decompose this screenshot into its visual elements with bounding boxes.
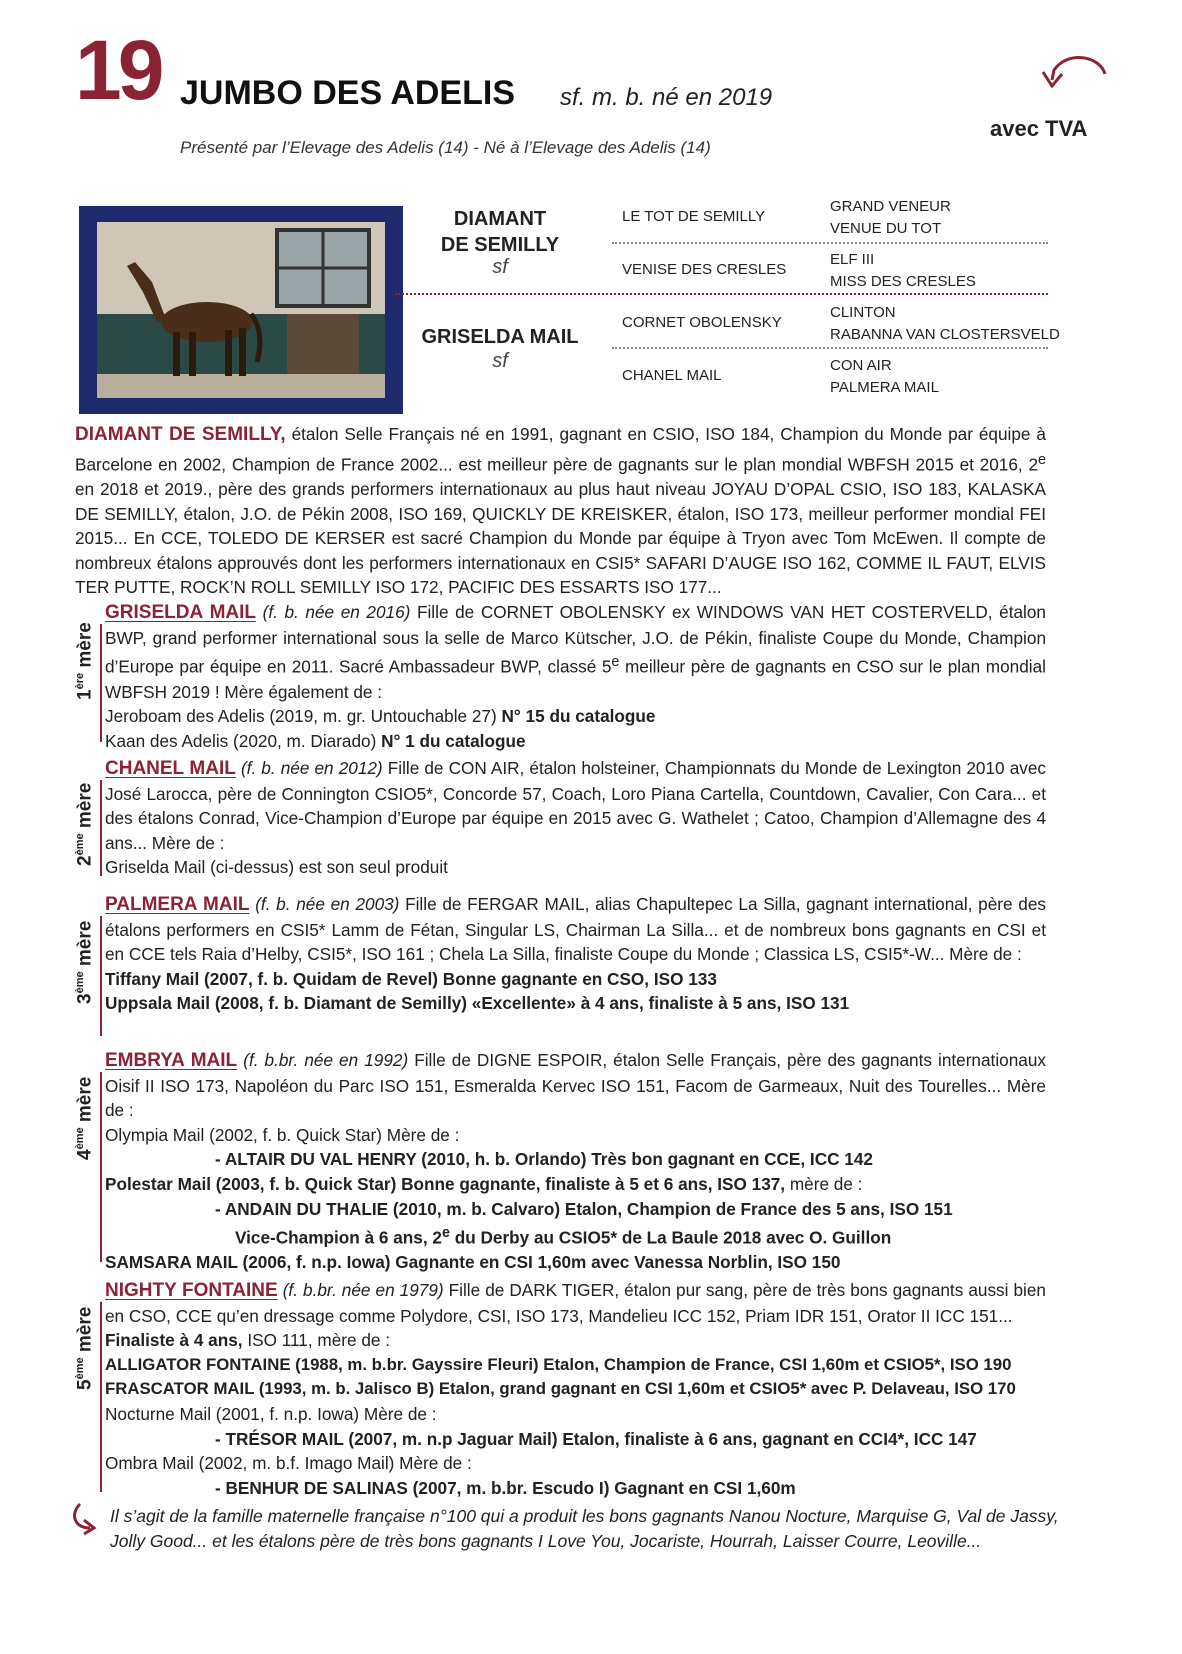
pedigree-divider	[612, 242, 1048, 244]
mere-label-1: 1ère mère	[74, 622, 96, 700]
produit-line: ALLIGATOR FONTAINE (1988, m. b.br. Gayssire Fleuri) Etalon, Champion de France, CSI 1,60m et CSIO5*, ISO 190	[105, 1354, 1012, 1374]
mere-3-paragraph	[105, 892, 1046, 1016]
famille-note: Il s’agit de la famille maternelle française n°100 qui a produit les bons gagnants Nanou Nocture, Marquise G, Val de Jassy, Jolly Good... et les étalons père de très bons gagnants I Love You, Jocariste, Hourrah, Laisser Courre, Leoville...	[110, 1506, 1059, 1551]
produit-line: Jeroboam des Adelis (2019, m. gr. Untouchable 27) N° 15 du catalogue	[105, 706, 656, 727]
mere-4-paragraph	[105, 1048, 1046, 1275]
mere-3-name: PALMERA MAIL	[105, 894, 250, 915]
great-grandparent: GRAND VENEUR	[830, 198, 951, 215]
grandparent-3: CORNET OBOLENSKY	[622, 314, 782, 331]
mere-3-text: Fille de FERGAR MAIL, alias Chapultepec La Silla, gagnant international, père des étalons performers en CSI5* Lamm de Fétan, Singular LS, Chairman La Silla... et de nombreux bons gagnants en CSI et en CCE tels Raia d’Helby, CSI5*, ISO 161 ; Chela La Silla, finaliste Coupe du Monde ; Classica LS, CSI5*-W... Mère de :	[105, 894, 1046, 965]
dam-name: GRISELDA MAIL	[421, 326, 579, 348]
curved-arrow-down-icon	[1040, 52, 1110, 108]
great-grandparent: VENUE DU TOT	[830, 220, 942, 237]
mere-bar	[100, 1072, 102, 1262]
mere-5-info: (f. b.br. née en 1979)	[277, 1280, 444, 1300]
mere-1-text: Fille de CORNET OBOLENSKY ex WINDOWS VAN HET COSTERVELD, étalon BWP, grand performer international sous la selle de Marco Kütscher, J.O. de Pékin, finaliste Coupe du Monde, Champion d’Europe par équipe en 2011. Sacré Ambassadeur BWP, classé 5	[105, 602, 1046, 677]
horse-name: JUMBO DES ADELIS	[180, 74, 516, 112]
sire-name-line1: DIAMANT	[453, 208, 547, 230]
produit-line: - BENHUR DE SALINAS (2007, m. b.br. Escudo I) Gagnant en CSI 1,60m	[215, 1477, 796, 1498]
grandparent-1: LE TOT DE SEMILLY	[622, 208, 766, 225]
sire-name	[430, 206, 570, 258]
great-grandparents-4	[830, 355, 939, 399]
mere-bar	[100, 916, 102, 1036]
mere-2-paragraph	[105, 756, 1046, 880]
produit-line: - TRÉSOR MAIL (2007, m. n.p Jaguar Mail) Etalon, finaliste à 6 ans, gagnant en CCI4*, ICC 147	[215, 1428, 977, 1449]
sire-breed: sf	[492, 256, 508, 278]
produit-line: Griselda Mail (ci-dessus) est son seul produit	[105, 857, 448, 878]
produit-line: - ANDAIN DU THALIE (2010, m. b. Calvaro) Etalon, Champion de France des 5 ans, ISO 151	[215, 1198, 953, 1219]
mere-bar	[100, 624, 102, 742]
mere-bar	[100, 1302, 102, 1492]
mere-1-name: GRISELDA MAIL	[105, 602, 257, 623]
mere-bar	[100, 780, 102, 876]
mere-2-info: (f. b. née en 2012)	[235, 758, 383, 778]
superscript: e	[1038, 451, 1046, 468]
great-grandparent: CON AIR	[830, 357, 892, 374]
great-grandparents-2	[830, 249, 976, 293]
pedigree-divider	[612, 347, 1048, 349]
mere-label-4: 4ème mère	[74, 1076, 96, 1160]
mere-3-info: (f. b. née en 2003)	[249, 894, 400, 914]
superscript: e	[611, 654, 620, 671]
dam-breed: sf	[492, 350, 508, 372]
mere-5-text: Fille de DARK TIGER, étalon pur sang, père de très bons gagnants aussi bien en CSO, CCE qu’en dressage comme Polydore, CSI, ISO 173, Mandelieu ICC 152, Priam IDR 151, Orator II ICC 151...	[105, 1280, 1046, 1326]
pedigree-divider-main	[395, 293, 1048, 295]
horse-description: sf. m. b. né en 2019	[560, 84, 773, 111]
mere-label-2: 2ème mère	[74, 782, 96, 866]
produit-line: - ALTAIR DU VAL HENRY (2010, h. b. Orlando) Très bon gagnant en CCE, ICC 142	[215, 1149, 873, 1170]
produit-line: Olympia Mail (2002, f. b. Quick Star) Mère de :	[105, 1124, 460, 1145]
tva-label: avec TVA	[990, 116, 1088, 141]
sire-name-line2: DE SEMILLY	[440, 234, 560, 256]
lot-number: 19	[75, 23, 161, 117]
produit-line: Ombra Mail (2002, m. b.f. Imago Mail) Mère de :	[105, 1453, 472, 1474]
sire-paragraph	[75, 422, 1046, 600]
produit-line: Uppsala Mail (2008, f. b. Diamant de Semilly) «Excellente» à 4 ans, finaliste à 5 ans, ISO 131	[105, 993, 850, 1014]
mere-1-text: meilleur père de gagnants en CSO sur le plan mondial WBFSH 2019 ! Mère également de :	[105, 656, 1046, 702]
mere-label-3: 3ème mère	[74, 920, 96, 1004]
mere-4-text: Fille de DIGNE ESPOIR, étalon Selle Français, père des gagnants internationaux Oisif II ISO 173, Napoléon du Parc ISO 151, Esmeralda Kervec ISO 151, Facom de Garmeaux, Nuit des Tourelles... Mère de :	[105, 1050, 1046, 1121]
sire-paragraph-text: étalon Selle Français né en 1991, gagnant en CSIO, ISO 184, Champion du Monde par équipe à Barcelone en 2002, Champion de France 2002... est meilleur père de gagnants sur le plan mondial WBFSH 2015 et 2016, 2	[75, 424, 1046, 475]
produit-line: SAMSARA MAIL (2006, f. n.p. Iowa) Gagnante en CSI 1,60m avec Vanessa Norblin, ISO 150	[105, 1252, 841, 1273]
great-grandparent: MISS DES CRESLES	[830, 273, 976, 290]
mere-5-paragraph	[105, 1278, 1046, 1500]
mere-4-name: EMBRYA MAIL	[105, 1050, 238, 1071]
sire-paragraph-name: DIAMANT DE SEMILLY,	[75, 424, 286, 445]
great-grandparent: ELF III	[830, 251, 875, 268]
great-grandparents-3	[830, 302, 1060, 346]
mere-4-info: (f. b.br. née en 1992)	[237, 1050, 409, 1070]
produit-line: Vice-Champion à 6 ans, 2e du Derby au CSIO5* de La Baule 2018 avec O. Guillon	[235, 1225, 892, 1248]
mere-label-5: 5ème mère	[74, 1306, 96, 1390]
curved-arrow-right-icon	[68, 1500, 104, 1536]
produit-line: Finaliste à 4 ans, ISO 111, mère de :	[105, 1330, 390, 1351]
produit-line: Polestar Mail (2003, f. b. Quick Star) Bonne gagnante, finaliste à 5 et 6 ans, ISO 137, mère de :	[105, 1173, 863, 1194]
mere-2-name: CHANEL MAIL	[105, 758, 236, 779]
great-grandparent: RABANNA VAN CLOSTERSVELD	[830, 326, 1060, 343]
mere-2-text: Fille de CON AIR, étalon holsteiner, Championnats du Monde de Lexington 2010 avec José Larocca, père de Connington CSIO5*, Concorde 57, Coach, Loro Piana Cartella, Countdown, Cavalier, Con Cara... et des étalons Conrad, Vice-Champion d’Europe par équipe en 2015 avec G. Wathelet ; Catoo, Champion d’Allemagne des 4 ans... Mère de :	[105, 758, 1046, 853]
grandparent-4: CHANEL MAIL	[622, 367, 722, 384]
produit-line: FRASCATOR MAIL (1993, m. b. Jalisco B) Etalon, grand gagnant en CSI 1,60m et CSIO5* avec P. Delaveau, ISO 170	[105, 1379, 1016, 1399]
great-grandparents-1	[830, 196, 951, 240]
mere-1-info: (f. b. née en 2016)	[256, 602, 411, 622]
presented-by: Présenté par l’Elevage des Adelis (14) - Né à l’Elevage des Adelis (14)	[180, 138, 711, 157]
produit-line: Tiffany Mail (2007, f. b. Quidam de Revel) Bonne gagnante en CSO, ISO 133	[105, 968, 717, 989]
produit-line: Nocturne Mail (2001, f. n.p. Iowa) Mère de :	[105, 1403, 437, 1424]
mere-1-paragraph	[105, 600, 1046, 753]
sire-paragraph-text: en 2018 et 2019., père des grands performers internationaux au plus haut niveau JOYAU D’OPAL CSIO, ISO 183, KALASKA DE SEMILLY, étalon, J.O. de Pékin 2008, ISO 169, QUICKLY DE KREISKER, étalon, ISO 173, meilleur performer mondial FEI 2015... En CCE, TOLEDO DE KERSER est sacré Champion du Monde par équipe à Tryon avec Tom McEwen. Il compte de nombreux étalons approuvés dont les performers internationaux en CSI5* SAFARI D’AUGE ISO 162, COMME IL FAUT, ELVIS TER PUTTE, ROCK’N ROLL SEMILLY ISO 172, PACIFIC DES ESSARTS ISO 177...	[75, 478, 1046, 598]
horse-photo	[79, 206, 403, 414]
great-grandparent: PALMERA MAIL	[830, 379, 939, 396]
great-grandparent: CLINTON	[830, 304, 896, 321]
mere-5-name: NIGHTY FONTAINE	[105, 1280, 278, 1301]
produit-line: Kaan des Adelis (2020, m. Diarado) N° 1 du catalogue	[105, 730, 526, 751]
grandparent-2: VENISE DES CRESLES	[622, 261, 787, 278]
